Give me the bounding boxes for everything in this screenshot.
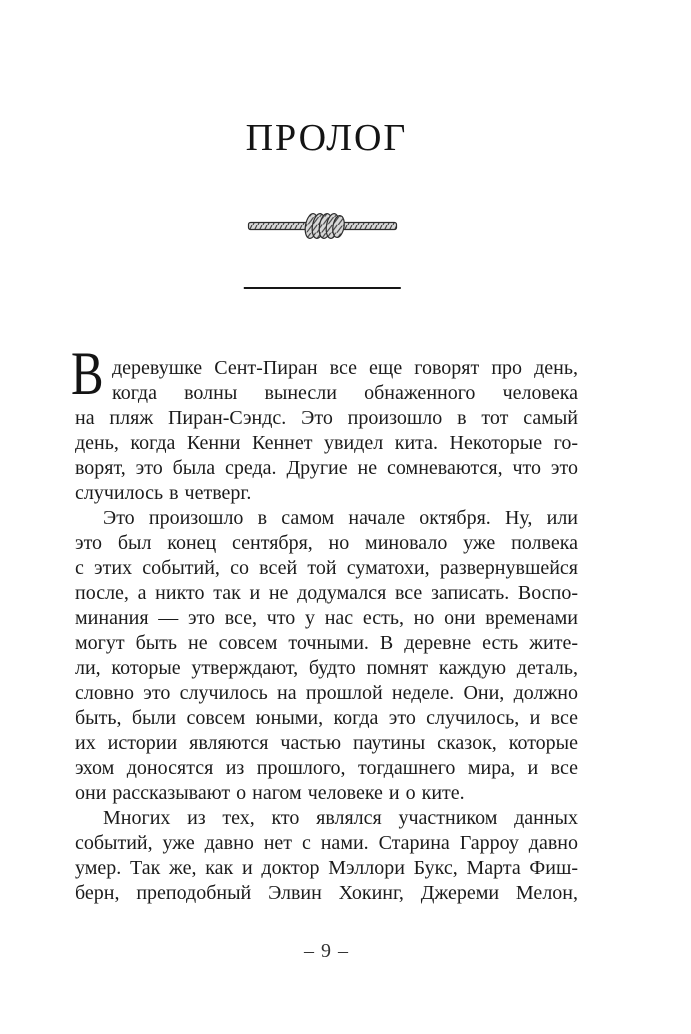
text-line: событий, уже давно нет с нами. Старина Гарроу давно [75,832,578,854]
paragraph [71,341,578,506]
text-line: берн, преподобный Элвин Хокинг, Джереми Мелон, [75,882,578,904]
text-line: Многих из тех, кто являлся участником данных [103,807,578,829]
page-content [71,0,578,1034]
text-line: словно это случилось на прошлой неделе. Они, должно [75,682,578,704]
text-line: быть, были совсем юными, когда это случилось, и все [75,707,578,729]
text-line: они рассказывают о нагом человеке и о ките. [75,782,465,804]
rope-knot-ornament [247,209,397,248]
divider-line [243,287,400,289]
text-line: эхом доносятся из прошлого, тогдашнего мира, и все [75,757,578,779]
text-line: случилось в четверг. [75,482,252,504]
text-line: могут быть не совсем точными. В деревне есть жите- [75,632,578,654]
text-line: ли, которые утверждают, будто помнят каждую деталь, [75,657,578,679]
text-line: Это произошло в самом начале октября. Ну, или [103,507,578,529]
text-line: на пляж Пиран-Сэндс. Это произошло в тот самый [75,407,578,429]
paragraph [75,806,578,906]
text-line: после, а никто так и не додумался все записать. Воспо- [75,582,578,604]
text-line: деревушке Сент-Пиран все еще говорят про день, [112,357,578,379]
body-text [71,341,578,906]
chapter-title: ПРОЛОГ [245,117,408,159]
drop-cap: В [71,341,104,408]
text-line: это был конец сентября, но миновало уже полвека [75,532,578,554]
paragraph [75,506,578,806]
text-line: минания — это все, что у нас есть, но они временами [75,607,578,629]
text-line: ворят, это была среда. Другие не сомневаются, что это [75,457,578,479]
text-line: день, когда Кенни Кеннет увидел кита. Некоторые го- [75,432,578,454]
text-line: когда волны вынесли обнаженного человека [112,382,578,404]
text-line: с этих событий, со всей той суматохи, развернувшейся [75,557,578,579]
text-line: их истории являются частью паутины сказок, которые [75,732,578,754]
text-line: умер. Так же, как и доктор Мэллори Букс, Марта Фиш- [75,857,578,879]
page-number: – 9 – [304,940,349,962]
